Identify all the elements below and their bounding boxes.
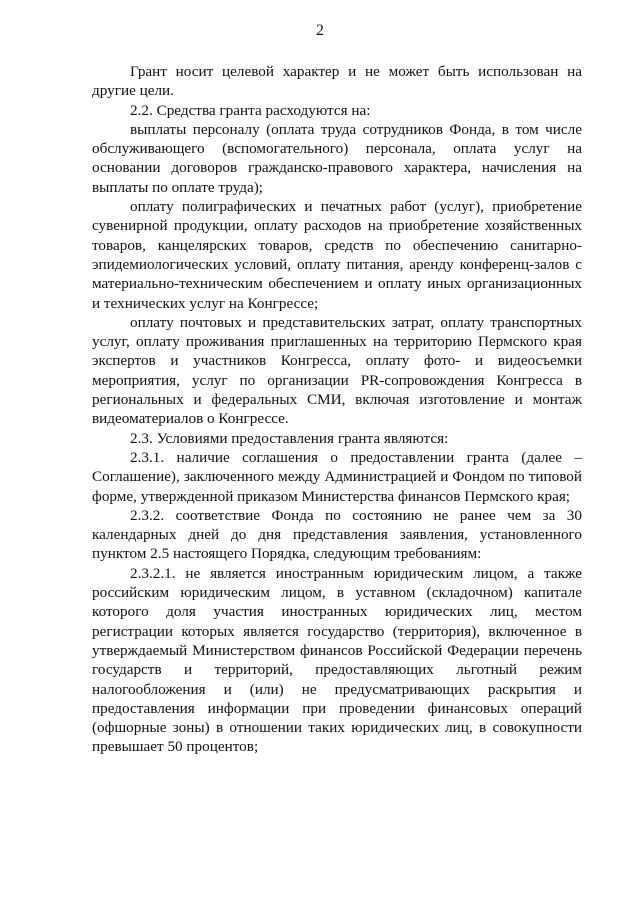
paragraph-postal-expenses: оплату почтовых и представительских затрат, оплату транспортных услуг, оплату проживания приглашенных на территорию Пермского края экспертов и участников Конгресса, оплату фото- и видеосъемки мероприятия, услуг по организации PR-сопровождения Конгресса в региональных и федеральных СМИ, включая изготовление и монтаж видеоматериалов о Конгрессе.	[92, 313, 582, 428]
paragraph-2-3-heading: 2.3. Условиями предоставления гранта являются:	[130, 429, 449, 447]
paragraph-2-2-heading: 2.2. Средства гранта расходуются на:	[130, 101, 371, 119]
paragraph-2-3-2-1: 2.3.2.1. не является иностранным юридическим лицом, а также российским юридическим лицом, в уставном (складочном) капитале которого доля участия иностранных юридических лиц, местом регистрации которых является государство (территория), включенное в утверждаемый Министерством финансов Российской Федерации перечень государств и территорий, предоставляющих льготный режим налогообложения и (или) не предусматривающих раскрытия и предоставления информации при проведении финансовых операций (офшорные зоны) в отношении таких юридических лиц, в совокупности превышает 50 процентов;	[92, 564, 582, 756]
paragraph-staff-payments: выплаты персоналу (оплата труда сотрудников Фонда, в том числе обслуживающего (вспомогательного) персонала, оплата услуг на основании договоров гражданско-правового характера, начисления на выплаты по оплате труда);	[92, 120, 582, 196]
document-body	[92, 62, 582, 757]
paragraph-2-3-2: 2.3.2. соответствие Фонда по состоянию не ранее чем за 30 календарных дней до дня представления заявления, установленного пунктом 2.5 настоящего Порядка, следующим требованиям:	[92, 506, 582, 563]
paragraph-grant-purpose: Грант носит целевой характер и не может быть использован на другие цели.	[92, 63, 582, 100]
page-number: 2	[316, 22, 324, 39]
paragraph-printing-works: оплату полиграфических и печатных работ (услуг), приобретение сувенирной продукции, оплату расходов на приобретение хозяйственных товаров, канцелярских товаров, средств по обеспечению санитарно-эпидемиологических условий, оплату питания, аренду конференц-залов с материально-техническим обеспечением и оплату иных организационных и технических услуг на Конгрессе;	[92, 198, 582, 312]
paragraph-2-3-1: 2.3.1. наличие соглашения о предоставлении гранта (далее – Соглашение), заключенного между Администрацией и Фондом по типовой форме, утвержденной приказом Министерства финансов Пермского края;	[92, 448, 582, 505]
